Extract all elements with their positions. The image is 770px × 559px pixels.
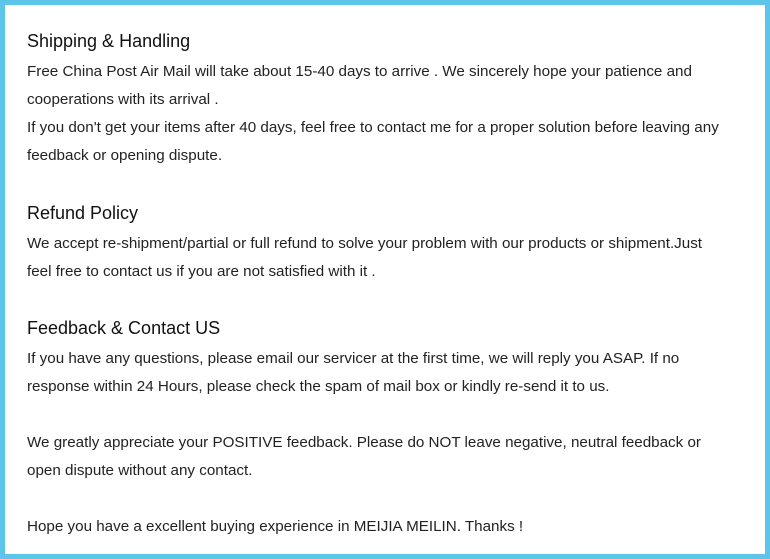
closing-line: Hope you have a excellent buying experience in MEIJIA MEILIN. Thanks !: [27, 518, 524, 535]
shipping-text: [27, 58, 762, 170]
appreciation-text: [27, 429, 762, 485]
closing-text: [27, 513, 762, 541]
appreciation-line: We greatly appreciate your POSITIVE feedback. Please do NOT leave negative, neutral feedback or: [27, 434, 701, 451]
shipping-line: If you don't get your items after 40 days, feel free to contact me for a proper solution before leaving any: [27, 119, 719, 136]
shipping-heading: Shipping & Handling: [27, 31, 191, 51]
appreciation-line: open dispute without any contact.: [27, 462, 253, 479]
shipping-line: feedback or opening dispute.: [27, 147, 223, 164]
refund-text: [27, 230, 762, 286]
shipping-line: Free China Post Air Mail will take about 15-40 days to arrive . We sincerely hope your patience and: [27, 63, 692, 80]
feedback-heading: Feedback & Contact US: [27, 318, 221, 338]
refund-line: feel free to contact us if you are not satisfied with it .: [27, 263, 376, 280]
refund-section: [27, 202, 762, 224]
shipping-line: cooperations with its arrival .: [27, 91, 219, 108]
feedback-line: If you have any questions, please email our servicer at the first time, we will reply you ASAP. If no: [27, 350, 680, 367]
refund-line: We accept re-shipment/partial or full refund to solve your problem with our products or shipment.Just: [27, 235, 703, 252]
feedback-section: [27, 317, 762, 339]
shipping-section: [27, 30, 762, 52]
refund-heading: Refund Policy: [27, 203, 139, 223]
feedback-text: [27, 345, 762, 401]
feedback-line: response within 24 Hours, please check the spam of mail box or kindly re-send it to us.: [27, 378, 610, 395]
